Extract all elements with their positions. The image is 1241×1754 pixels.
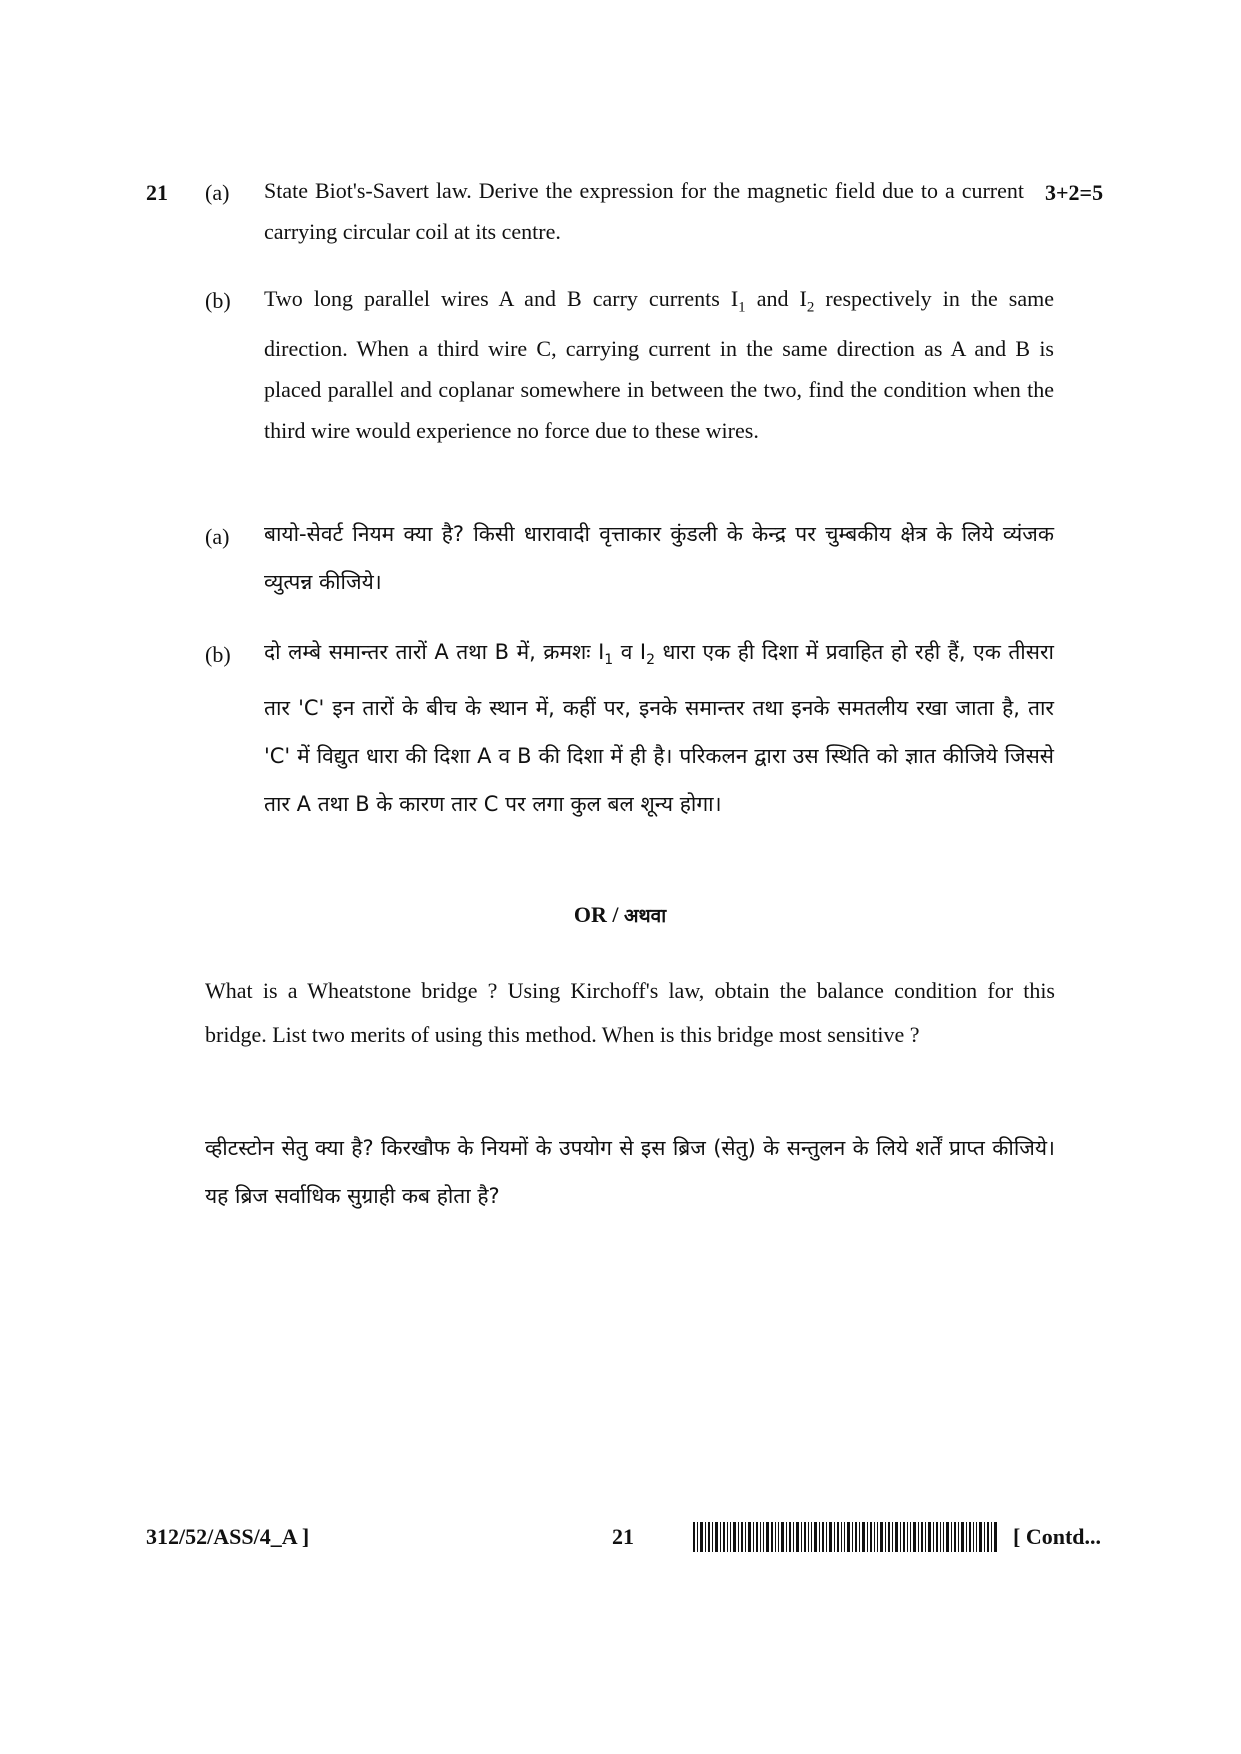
part-a-english-text: State Biot's-Savert law. Derive the expression for the magnetic field due to a current carrying circular coil at its centre. [264,178,1024,244]
part-a-hindi-text: बायो-सेवर्ट नियम क्या है? किसी धारावादी वृत्ताकार कुंडली के केन्द्र पर चुम्बकीय क्षेत्र के लिये व्यंजक व्युत्पन्न कीजिये। [264,522,1054,594]
marks: 3+2=5 [1045,180,1104,205]
part-a-label: (a) [205,180,230,205]
or-separator: OR / अथवा [573,902,667,927]
paper-code: 312/52/ASS/4_A ] [146,1524,310,1549]
hindi-part-a-label: (a) [205,524,230,549]
hindi-part-b-label: (b) [205,642,231,667]
or-question-hindi: व्हीटस्टोन सेतु क्या है? किरखौफ के नियमों के उपयोग से इस ब्रिज (सेतु) के सन्तुलन के लिये शर्तें प्राप्त कीजिये। यह ब्रिज सर्वाधिक सुग्राही कब होता है? [205,1136,1055,1208]
question-number: 21 [146,180,168,205]
part-b-label: (b) [205,288,231,313]
page-number: 21 [612,1524,634,1549]
part-b-hindi-text: दो लम्बे समान्तर तारों A तथा B में, क्रमशः $I_1$ व $I_2$ धारा एक ही दिशा में प्रवाहित हो रही हैं, एक तीसरा तार 'C' इन तारों के बीच के स्थान में, कहीं पर, इनके समान्तर तथा इनके समतलीय रखा जाता है, तार 'C' में विद्युत धारा की दिशा A व B की दिशा में ही है। परिकलन द्वारा उस स्थिति को ज्ञात कीजिये जिससे तार A तथा B के कारण तार C पर लगा कुल बल शून्य होगा। [264,640,1054,817]
part-b-english-text: Two long parallel wires A and B carry currents $I_1$ and $I_2$ respectively in the same direction. When a third wire C, carrying current in the same direction as A and B is placed parallel and coplanar somewhere in between the two, find the condition when the third wire would experience no force due to these wires. [264,286,1055,444]
or-question-english: What is a Wheatstone bridge ? Using Kirchoff's law, obtain the balance condition for this bridge. List two merits of using this method. When is this bridge most sensitive ? [205,978,1055,1047]
continued-label: [ Contd... [1013,1524,1102,1549]
barcode-image [693,1522,998,1552]
